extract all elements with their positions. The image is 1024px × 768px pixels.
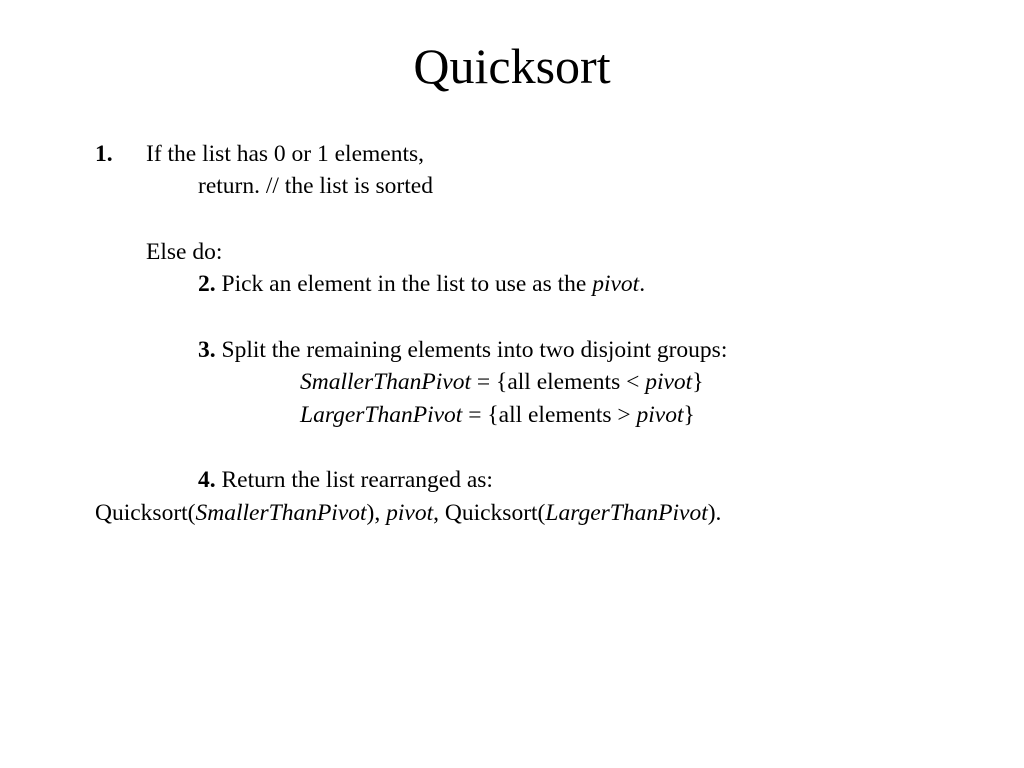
- step-1-condition: If the list has 0 or 1 elements,: [146, 141, 425, 167]
- step-2-number: 2.: [198, 271, 216, 297]
- larger-group-set-open: {all elements >: [487, 402, 637, 428]
- smaller-group-name: SmallerThanPivot: [300, 369, 472, 395]
- result-sep-2: , Quicksort(: [433, 500, 546, 526]
- step-2-text: Pick an element in the list to use as the: [215, 271, 593, 297]
- step-1-action: return. // the list is sorted: [198, 173, 433, 199]
- smaller-group-eq: =: [471, 369, 497, 395]
- larger-group-eq: =: [462, 402, 488, 428]
- larger-group-set-close: }: [683, 402, 695, 428]
- larger-group-line: [300, 400, 695, 430]
- smaller-group-set-close: }: [692, 369, 704, 395]
- step-2-pivot: pivot: [592, 271, 640, 297]
- step-4-result: [95, 498, 721, 528]
- step-3-number: 3.: [198, 337, 216, 363]
- result-pivot: pivot: [386, 500, 434, 526]
- step-1-number-line: [95, 139, 113, 169]
- step-3-line: [198, 335, 727, 365]
- step-2-line: [198, 269, 645, 299]
- step-4-text: Return the list rearranged as:: [215, 467, 493, 493]
- larger-group-pivot: pivot: [636, 402, 684, 428]
- slide-title: Quicksort: [413, 38, 611, 94]
- result-quicksort-1: Quicksort(: [95, 500, 196, 526]
- step-2-end: .: [639, 271, 646, 297]
- larger-group-name: LargerThanPivot: [300, 402, 463, 428]
- step-1-number: 1.: [95, 141, 113, 167]
- step-3-text: Split the remaining elements into two disjoint groups:: [215, 337, 728, 363]
- else-label: Else do:: [146, 239, 223, 265]
- smaller-group-set-open: {all elements <: [496, 369, 646, 395]
- step-4-line: [198, 465, 493, 495]
- result-sep-1: ),: [366, 500, 387, 526]
- step-4-number: 4.: [198, 467, 216, 493]
- result-arg-smaller: SmallerThanPivot: [195, 500, 367, 526]
- result-end: ).: [707, 500, 722, 526]
- result-arg-larger: LargerThanPivot: [545, 500, 708, 526]
- smaller-group-line: [300, 367, 704, 397]
- smaller-group-pivot: pivot: [645, 369, 693, 395]
